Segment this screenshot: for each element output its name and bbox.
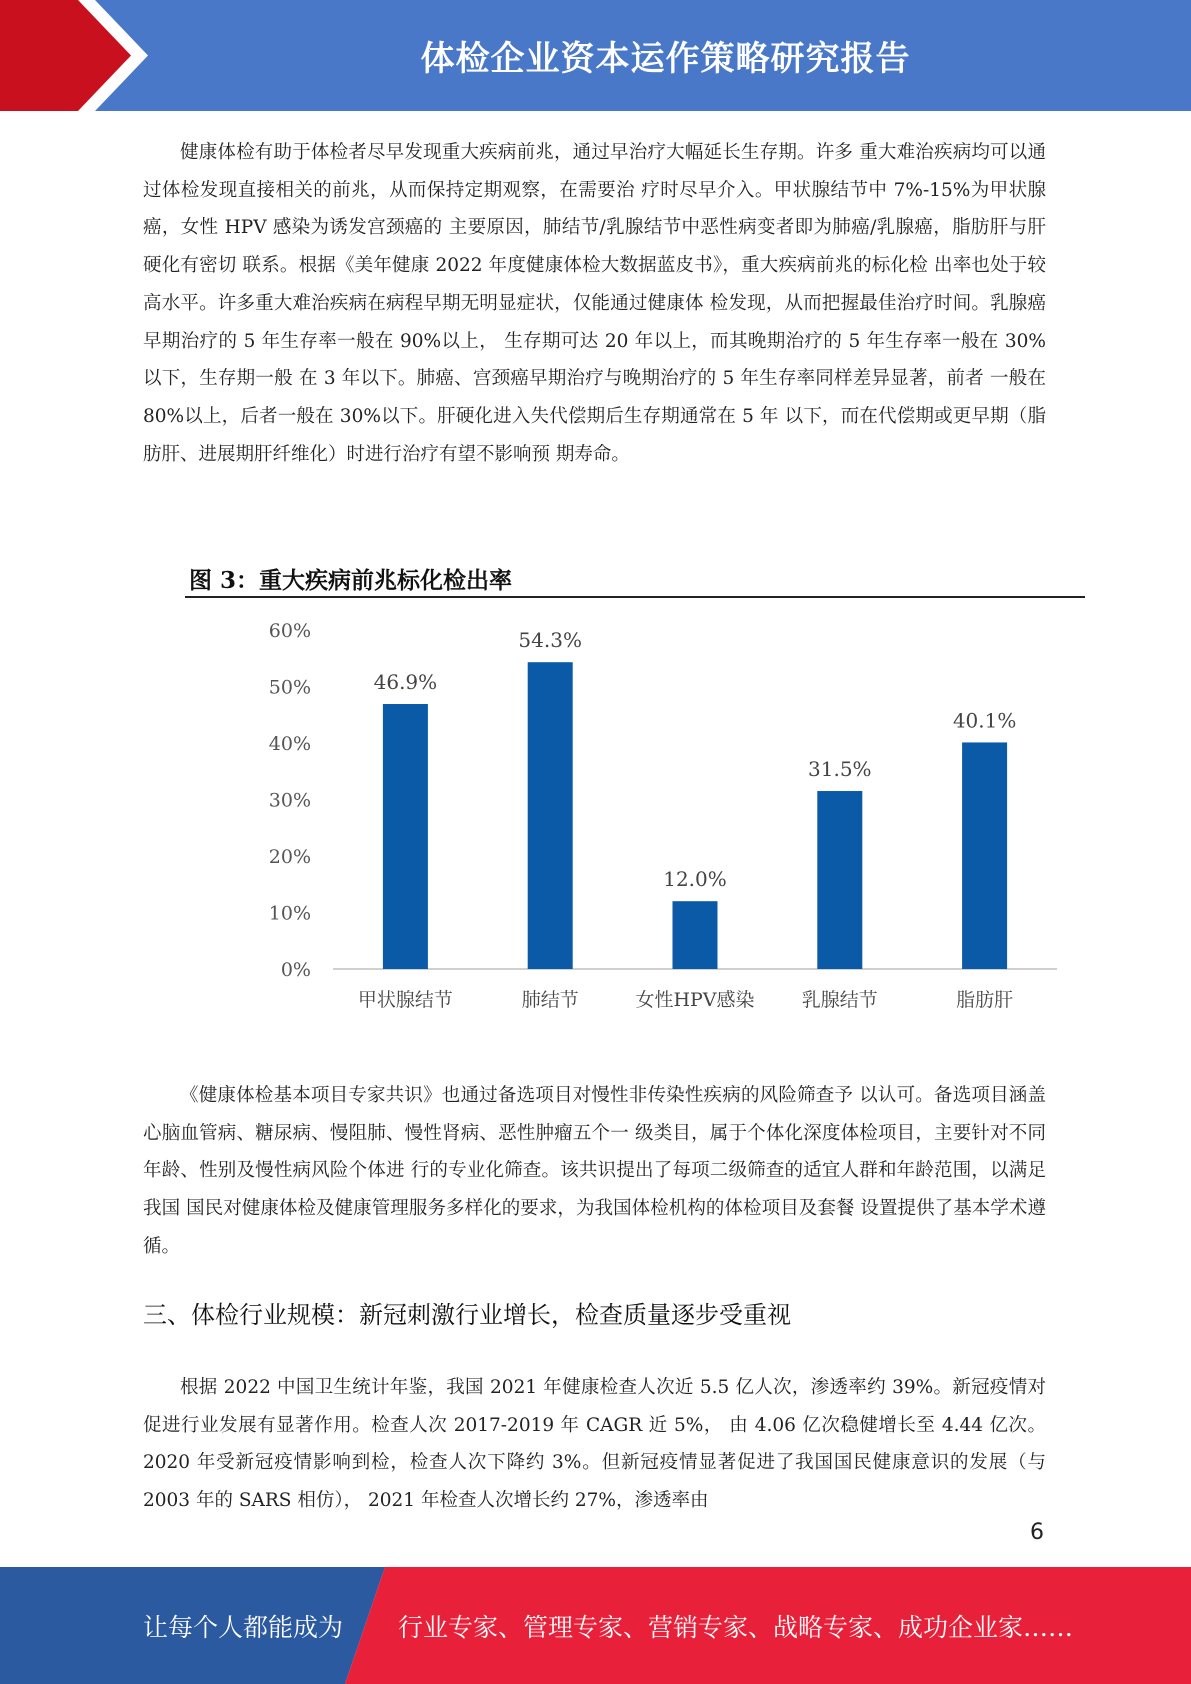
page-footer: [0, 1567, 1191, 1684]
bar-chart: [185, 600, 1085, 1030]
figure-3: [185, 560, 1085, 1030]
footer-slogan-left: 让每个人都能成为: [143, 1612, 344, 1642]
section-heading: 三、体检行业规模：新冠刺激行业增长，检查质量逐步受重视: [143, 1301, 791, 1329]
bar: [962, 742, 1007, 969]
body-paragraph-3: 根据 2022 中国卫生统计年鉴，我国 2021 年健康检查人次近 5.5 亿人次，渗透率约 39%。新冠疫情对促进行业发展有显著作用。检查人次 2017-2019 年 CAGR 近 5%， 由 4.06 亿次稳健增长至 4.44 亿次。2020 年受新冠疫情影响到检，检查人次下降约 3%。但新冠疫情显著促进了我国国民健康意识的发展（与 2003 年的 SARS 相仿）， 2021 年检查人次增长约 27%，渗透率由: [143, 1377, 1046, 1512]
bar: [673, 901, 718, 969]
category-label: 女性HPV感染: [635, 989, 755, 1011]
y-tick-label: 60%: [268, 620, 311, 642]
header-chevron-logo: [0, 0, 160, 111]
bar-value-label: 40.1%: [952, 708, 1017, 733]
bar-value-label: 31.5%: [808, 757, 872, 782]
category-label: 肺结节: [521, 989, 579, 1011]
document-title: 体检企业资本运作策略研究报告: [420, 39, 911, 79]
category-label: 乳腺结节: [801, 989, 878, 1011]
bar: [528, 662, 573, 969]
bar-value-label: 54.3%: [518, 628, 582, 653]
y-tick-label: 30%: [268, 789, 311, 812]
y-tick-label: 40%: [268, 733, 311, 755]
bar-value-label: 12.0%: [663, 867, 727, 892]
bar: [383, 704, 428, 969]
bar-value-label: 46.9%: [373, 670, 438, 695]
figure-title-rule: [185, 596, 1085, 598]
y-tick-label: 10%: [268, 902, 311, 925]
category-label: 甲状腺结节: [357, 989, 453, 1011]
figure-title: 图 3：重大疾病前兆标化检出率: [189, 567, 513, 594]
y-tick-label: 20%: [268, 846, 311, 868]
category-label: 脂肪肝: [956, 989, 1014, 1011]
footer-slogan-right: 行业专家、管理专家、营销专家、战略专家、成功企业家……: [398, 1612, 1074, 1642]
body-paragraph-1: 健康体检有助于体检者尽早发现重大疾病前兆，通过早治疗大幅延长生存期。许多 重大难治疾病均可以通过体检发现直接相关的前兆，从而保持定期观察，在需要治 疗时尽早介入。甲状腺结节中 7%-15%为甲状腺癌，女性 HPV 感染为诱发宫颈癌的 主要原因，肺结节/乳腺结节中恶性病变者即为肺癌/乳腺癌，脂肪肝与肝硬化有密切 联系。根据《美年健康 2022 年度健康体检大数据蓝皮书》，重大疾病前兆的标化检 出率也处于较高水平。许多重大难治疾病在病程早期无明显症状，仅能通过健康体 检发现，从而把握最佳治疗时间。乳腺癌早期治疗的 5 年生存率一般在 90%以上， 生存期可达 20 年以上，而其晚期治疗的 5 年生存率一般在 30%以下，生存期一般 在 3 年以下。肺癌、宫颈癌早期治疗与晚期治疗的 5 年生存率同样差异显著，前者 一般在 80%以上，后者一般在 30%以下。肝硬化进入失代偿期后生存期通常在 5 年 以下，而在代偿期或更早期（脂肪肝、进展期肝纤维化）时进行治疗有望不影响预 期寿命。: [143, 142, 1046, 465]
page-number: 6: [1030, 1520, 1044, 1545]
bar: [817, 791, 862, 969]
body-paragraph-2: 《健康体检基本项目专家共识》也通过备选项目对慢性非传染性疾病的风险筛查予 以认可。备选项目涵盖心脑血管病、糖尿病、慢阻肺、慢性肾病、恶性肿瘤五个一 级类目，属于个体化深度体检项目，主要针对不同年龄、性别及慢性病风险个体进 行的专业化筛查。该共识提出了每项二级筛查的适宜人群和年龄范围，以满足我国 国民对健康体检及健康管理服务多样化的要求，为我国体检机构的体检项目及套餐 设置提供了基本学术遵循。: [143, 1085, 1046, 1257]
page-header: [0, 0, 1191, 111]
y-tick-label: 0%: [280, 959, 311, 981]
y-tick-label: 50%: [268, 676, 311, 699]
